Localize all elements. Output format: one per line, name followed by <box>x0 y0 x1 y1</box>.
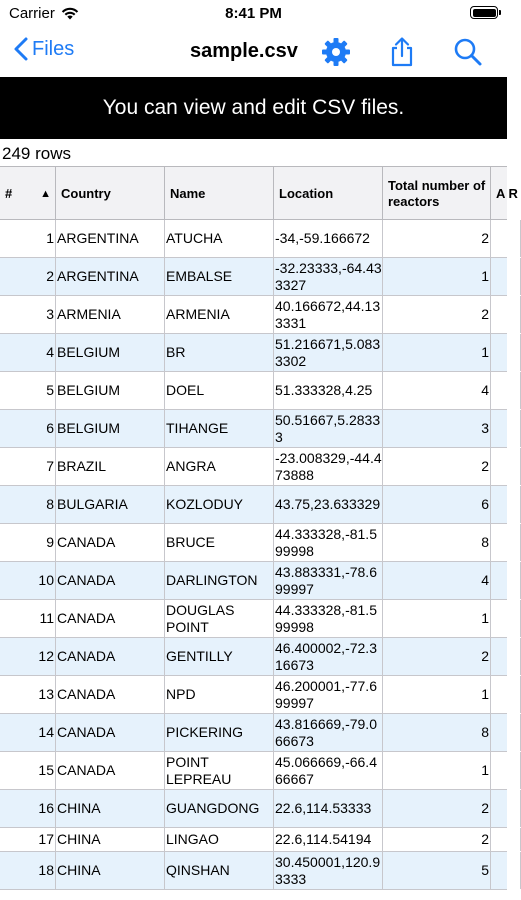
location-cell[interactable]: 46.400002,-72.316673 <box>274 638 383 675</box>
name-cell[interactable]: ANGRA <box>165 448 274 485</box>
table-row[interactable] <box>0 220 507 258</box>
battery-icon <box>470 6 498 19</box>
total-reactors-cell[interactable]: 2 <box>383 220 491 257</box>
country-cell[interactable]: BELGIUM <box>56 410 165 447</box>
location-cell[interactable]: 43.816669,-79.066673 <box>274 714 383 751</box>
row-number-cell[interactable]: 6 <box>0 410 56 447</box>
next-column-cell[interactable] <box>491 714 521 751</box>
next-column-cell[interactable] <box>491 258 521 295</box>
row-number-cell[interactable]: 7 <box>0 448 56 485</box>
column-header-number[interactable] <box>0 167 56 221</box>
location-cell[interactable]: 30.450001,120.93333 <box>274 852 383 889</box>
total-reactors-cell[interactable]: 1 <box>383 600 491 637</box>
column-header-total-reactors[interactable]: Total number of reactors <box>383 167 491 221</box>
country-cell[interactable]: CHINA <box>56 828 165 851</box>
next-column-cell[interactable] <box>491 828 521 851</box>
total-reactors-cell[interactable]: 4 <box>383 372 491 409</box>
country-cell[interactable]: BELGIUM <box>56 372 165 409</box>
row-number-cell[interactable]: 14 <box>0 714 56 751</box>
table-row[interactable] <box>0 714 507 752</box>
country-cell[interactable]: CHINA <box>56 790 165 827</box>
location-cell[interactable]: 22.6,114.53333 <box>274 790 383 827</box>
name-cell[interactable]: KOZLODUY <box>165 486 274 523</box>
location-cell[interactable]: 43.75,23.633329 <box>274 486 383 523</box>
column-header-name[interactable]: Name <box>165 167 274 221</box>
country-cell[interactable]: BELGIUM <box>56 334 165 371</box>
gear-icon[interactable] <box>320 36 352 68</box>
next-column-cell[interactable] <box>491 410 521 447</box>
next-column-cell[interactable] <box>491 372 521 409</box>
next-column-cell[interactable] <box>491 676 521 713</box>
location-cell[interactable]: 51.333328,4.25 <box>274 372 383 409</box>
row-number-cell[interactable]: 10 <box>0 562 56 599</box>
row-number-cell[interactable]: 15 <box>0 752 56 789</box>
name-cell[interactable]: ARMENIA <box>165 296 274 333</box>
country-cell[interactable]: CANADA <box>56 600 165 637</box>
total-reactors-cell[interactable]: 1 <box>383 258 491 295</box>
table-row[interactable] <box>0 600 507 638</box>
total-reactors-cell[interactable]: 3 <box>383 410 491 447</box>
table-row[interactable] <box>0 828 507 852</box>
column-header-country[interactable]: Country <box>56 167 165 221</box>
location-cell[interactable]: 43.883331,-78.699997 <box>274 562 383 599</box>
table-row[interactable] <box>0 448 507 486</box>
row-number-cell[interactable]: 13 <box>0 676 56 713</box>
name-cell[interactable]: GUANGDONG <box>165 790 274 827</box>
country-cell[interactable]: CANADA <box>56 638 165 675</box>
name-cell[interactable]: BR <box>165 334 274 371</box>
total-reactors-cell[interactable]: 8 <box>383 714 491 751</box>
carrier-label: Carrier <box>9 5 55 22</box>
country-cell[interactable]: CANADA <box>56 562 165 599</box>
table-row[interactable] <box>0 296 507 334</box>
location-cell[interactable]: -32.23333,-64.433327 <box>274 258 383 295</box>
name-cell[interactable]: QINSHAN <box>165 852 274 889</box>
table-row[interactable] <box>0 372 507 410</box>
back-button[interactable] <box>14 37 74 61</box>
column-header-location[interactable]: Location <box>274 167 383 221</box>
total-reactors-cell[interactable]: 4 <box>383 562 491 599</box>
name-cell[interactable]: DOEL <box>165 372 274 409</box>
total-reactors-cell[interactable]: 2 <box>383 296 491 333</box>
search-icon[interactable] <box>452 36 484 68</box>
location-cell[interactable]: 51.216671,5.0833302 <box>274 334 383 371</box>
info-banner <box>0 77 507 139</box>
country-cell[interactable]: CANADA <box>56 752 165 789</box>
next-column-cell[interactable] <box>491 334 521 371</box>
row-number-cell[interactable]: 17 <box>0 828 56 851</box>
table-row[interactable] <box>0 638 507 676</box>
name-cell[interactable]: ATUCHA <box>165 220 274 257</box>
location-cell[interactable]: -34,-59.166672 <box>274 220 383 257</box>
location-cell[interactable]: 50.51667,5.28333 <box>274 410 383 447</box>
table-row[interactable] <box>0 258 507 296</box>
location-cell[interactable]: -23.008329,-44.473888 <box>274 448 383 485</box>
total-reactors-cell[interactable]: 1 <box>383 334 491 371</box>
total-reactors-cell[interactable]: 2 <box>383 828 491 851</box>
country-cell[interactable]: CANADA <box>56 524 165 561</box>
location-cell[interactable]: 46.200001,-77.699997 <box>274 676 383 713</box>
country-cell[interactable]: BRAZIL <box>56 448 165 485</box>
row-number-cell[interactable]: 18 <box>0 852 56 889</box>
banner-text: You can view and edit CSV files. <box>102 96 405 119</box>
location-cell[interactable]: 40.166672,44.133331 <box>274 296 383 333</box>
table-row[interactable] <box>0 334 507 372</box>
total-reactors-cell[interactable]: 1 <box>383 676 491 713</box>
total-reactors-cell[interactable]: 1 <box>383 752 491 789</box>
location-cell[interactable]: 44.333328,-81.599998 <box>274 524 383 561</box>
row-number-cell[interactable]: 2 <box>0 258 56 295</box>
table-row[interactable] <box>0 524 507 562</box>
country-cell[interactable]: ARMENIA <box>56 296 165 333</box>
country-cell[interactable]: ARGENTINA <box>56 258 165 295</box>
table-row[interactable] <box>0 676 507 714</box>
name-cell[interactable]: GENTILLY <box>165 638 274 675</box>
name-cell[interactable]: DARLINGTON <box>165 562 274 599</box>
total-reactors-cell[interactable]: 5 <box>383 852 491 889</box>
name-cell[interactable]: PICKERING <box>165 714 274 751</box>
total-reactors-cell[interactable]: 8 <box>383 524 491 561</box>
location-cell[interactable]: 44.333328,-81.599998 <box>274 600 383 637</box>
row-number-cell[interactable]: 12 <box>0 638 56 675</box>
chevron-left-icon <box>14 37 28 61</box>
row-count: 249 rows <box>2 144 71 163</box>
next-column-cell[interactable] <box>491 852 521 889</box>
name-cell[interactable]: LINGAO <box>165 828 274 851</box>
next-column-cell[interactable] <box>491 752 521 789</box>
location-cell[interactable]: 22.6,114.54194 <box>274 828 383 851</box>
table-row[interactable] <box>0 790 507 828</box>
table-row[interactable] <box>0 486 507 524</box>
name-cell[interactable]: EMBALSE <box>165 258 274 295</box>
total-reactors-cell[interactable]: 6 <box>383 486 491 523</box>
status-bar <box>0 0 507 28</box>
row-number-cell[interactable]: 3 <box>0 296 56 333</box>
name-cell[interactable]: BRUCE <box>165 524 274 561</box>
name-cell[interactable]: TIHANGE <box>165 410 274 447</box>
row-number-cell[interactable]: 8 <box>0 486 56 523</box>
row-number-cell[interactable]: 5 <box>0 372 56 409</box>
table-row[interactable] <box>0 752 507 790</box>
row-number-cell[interactable]: 11 <box>0 600 56 637</box>
country-cell[interactable]: CHINA <box>56 852 165 889</box>
table-header <box>0 166 518 220</box>
page-title: sample.csv <box>190 40 298 62</box>
column-header-next[interactable]: A R <box>496 186 518 201</box>
next-column-cell[interactable] <box>491 486 521 523</box>
next-column-cell[interactable] <box>491 790 521 827</box>
row-number-cell[interactable]: 16 <box>0 790 56 827</box>
next-column-cell[interactable] <box>491 448 521 485</box>
sort-ascending-icon: ▲ <box>40 188 51 200</box>
total-reactors-cell[interactable]: 2 <box>383 790 491 827</box>
total-reactors-cell[interactable]: 2 <box>383 448 491 485</box>
share-icon[interactable] <box>386 36 418 68</box>
country-cell[interactable]: CANADA <box>56 714 165 751</box>
next-column-cell[interactable] <box>491 220 521 257</box>
name-cell[interactable]: NPD <box>165 676 274 713</box>
next-column-cell[interactable] <box>491 562 521 599</box>
table-row[interactable] <box>0 562 507 600</box>
row-number-cell[interactable]: 1 <box>0 220 56 257</box>
table-row[interactable] <box>0 852 507 890</box>
name-cell[interactable]: POINT LEPREAU <box>165 752 274 789</box>
row-number-cell[interactable]: 9 <box>0 524 56 561</box>
country-cell[interactable]: CANADA <box>56 676 165 713</box>
country-cell[interactable]: BULGARIA <box>56 486 165 523</box>
next-column-cell[interactable] <box>491 524 521 561</box>
back-button-label: Files <box>32 37 75 60</box>
row-number-cell[interactable]: 4 <box>0 334 56 371</box>
name-cell[interactable]: DOUGLAS POINT <box>165 600 274 637</box>
country-cell[interactable]: ARGENTINA <box>56 220 165 257</box>
table-row[interactable] <box>0 410 507 448</box>
total-reactors-cell[interactable]: 2 <box>383 638 491 675</box>
location-cell[interactable]: 45.066669,-66.466667 <box>274 752 383 789</box>
navigation-bar <box>0 28 507 76</box>
clock: 8:41 PM <box>225 5 282 22</box>
next-column-cell[interactable] <box>491 638 521 675</box>
column-header-number-label: # <box>5 186 13 201</box>
next-column-cell[interactable] <box>491 296 521 333</box>
next-column-cell[interactable] <box>491 600 521 637</box>
